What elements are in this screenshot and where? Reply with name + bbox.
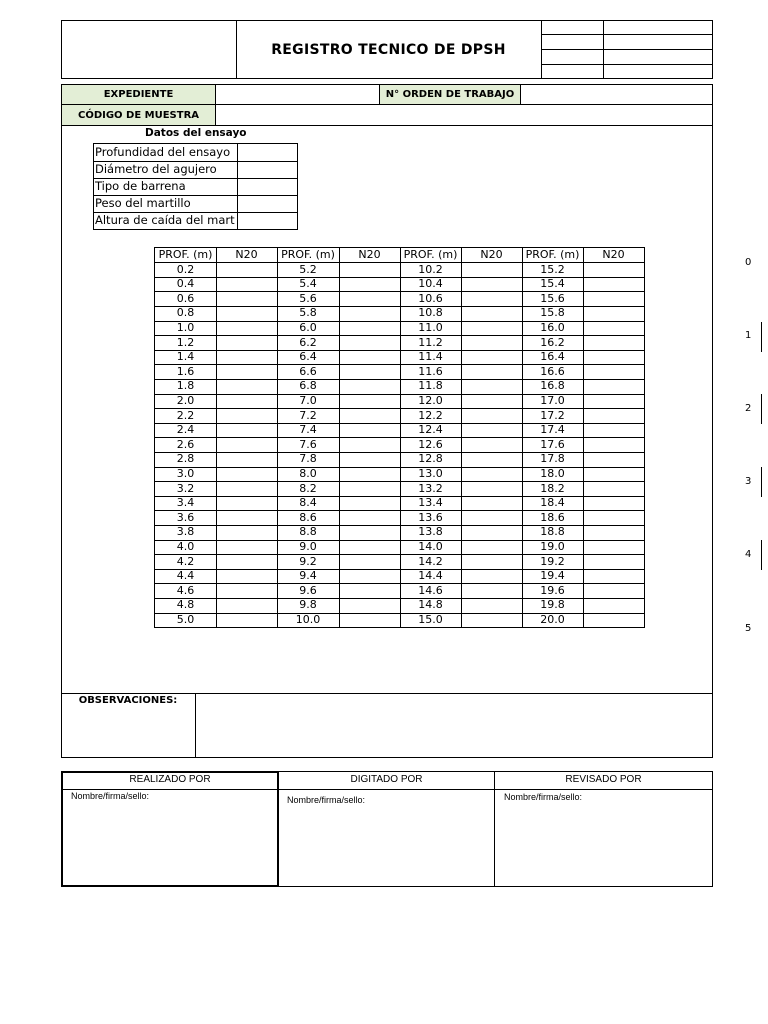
depth-cell: 14.8 (418, 598, 443, 612)
n20-input-cell[interactable] (339, 277, 400, 292)
table-header-cell: PROF. (m) (158, 248, 213, 261)
depth-cell: 4.4 (176, 569, 195, 583)
depth-cell: 6.4 (299, 350, 317, 364)
ensayo-field-label: Altura de caída del mart (95, 213, 235, 227)
depth-cell: 8.8 (299, 525, 317, 539)
n20-input-cell[interactable] (339, 540, 400, 555)
ensayo-field-label: Peso del martillo (95, 196, 191, 210)
n20-input-cell[interactable] (461, 306, 522, 321)
depth-cell: 13.8 (418, 525, 443, 539)
n20-input-cell[interactable] (216, 540, 277, 555)
depth-cell: 0.4 (176, 277, 195, 291)
depth-cell: 18.6 (540, 510, 565, 524)
expediente-field[interactable] (215, 84, 380, 105)
depth-cell: 11.6 (418, 364, 443, 378)
table-row (155, 336, 644, 351)
n20-input-cell[interactable] (583, 394, 644, 409)
n20-input-cell[interactable] (339, 423, 400, 438)
table-row (155, 409, 644, 424)
table-header-cell: PROF. (m) (281, 248, 335, 261)
depth-cell: 4.8 (176, 598, 195, 612)
n20-input-cell[interactable] (339, 467, 400, 482)
n20-input-cell[interactable] (461, 467, 522, 482)
n20-input-cell[interactable] (216, 306, 277, 321)
ensayo-field-label: Diámetro del agujero (95, 162, 217, 176)
table-row (155, 525, 644, 540)
n20-input-cell[interactable] (461, 482, 522, 497)
depth-cell: 19.8 (540, 598, 565, 612)
n20-input-cell[interactable] (583, 452, 644, 467)
depth-cell: 18.0 (540, 467, 565, 480)
n20-input-cell[interactable] (461, 409, 522, 424)
n20-input-cell[interactable] (216, 365, 277, 380)
depth-cell: 14.4 (418, 569, 443, 583)
depth-cell: 12.6 (418, 437, 443, 451)
n20-input-cell[interactable] (216, 525, 277, 540)
depth-cell: 10.8 (418, 306, 443, 320)
depth-cell: 8.4 (299, 496, 317, 510)
n20-input-cell[interactable] (583, 409, 644, 424)
realizado-firma-label: Nombre/firma/sello: (71, 791, 150, 801)
depth-cell: 2.6 (176, 437, 195, 451)
table-row (155, 569, 644, 584)
depth-cell: 17.6 (540, 437, 565, 451)
depth-cell: 6.6 (299, 364, 317, 378)
n20-input-cell[interactable] (339, 613, 400, 628)
depth-cell: 0.2 (176, 262, 195, 276)
table-row (155, 438, 644, 453)
n20-input-cell[interactable] (583, 292, 644, 307)
n20-input-cell[interactable] (216, 350, 277, 365)
n20-input-cell[interactable] (339, 438, 400, 453)
depth-cell: 15.8 (540, 306, 565, 320)
depth-cell: 17.0 (540, 394, 565, 407)
n20-input-cell[interactable] (583, 613, 644, 628)
observaciones-field[interactable] (196, 694, 712, 757)
codigo-muestra-label: CÓDIGO DE MUESTRA (61, 104, 216, 126)
depth-cell: 4.2 (176, 554, 195, 568)
table-row (155, 467, 644, 482)
depth-cell: 7.8 (299, 452, 317, 466)
depth-cell: 7.0 (299, 394, 317, 407)
n20-input-cell[interactable] (339, 598, 400, 613)
n20-input-cell[interactable] (583, 263, 644, 278)
depth-cell: 0.6 (176, 291, 195, 305)
depth-cell: 5.6 (299, 291, 317, 305)
orden-trabajo-label: N° ORDEN DE TRABAJO (379, 84, 521, 105)
table-row (155, 277, 644, 292)
n20-input-cell[interactable] (216, 452, 277, 467)
header-meta-row-line (541, 34, 713, 35)
depth-cell: 15.6 (540, 291, 565, 305)
ruler-label: 5 (745, 623, 752, 634)
n20-input-cell[interactable] (583, 467, 644, 482)
n20-input-cell[interactable] (461, 584, 522, 599)
depth-cell: 18.2 (540, 481, 565, 495)
observaciones-label: OBSERVACIONES: (78, 695, 178, 706)
depth-cell: 2.4 (176, 423, 195, 437)
n20-input-cell[interactable] (216, 613, 277, 628)
ruler-label: 4 (745, 549, 752, 560)
n20-input-cell[interactable] (461, 263, 522, 278)
n20-input-cell[interactable] (583, 482, 644, 497)
table-row (155, 306, 644, 321)
n20-input-cell[interactable] (461, 452, 522, 467)
depth-cell: 1.8 (176, 379, 195, 393)
ensayo-field-label: Profundidad del ensayo (95, 145, 231, 159)
table-header-cell: N20 (602, 248, 625, 261)
ruler-label: 3 (745, 476, 752, 487)
n20-input-cell[interactable] (339, 379, 400, 394)
depth-cell: 1.6 (176, 364, 195, 378)
depth-cell: 9.8 (299, 598, 317, 612)
n20-input-cell[interactable] (461, 336, 522, 351)
n20-input-cell[interactable] (216, 409, 277, 424)
n20-input-cell[interactable] (339, 292, 400, 307)
table-row (155, 292, 644, 307)
n20-input-cell[interactable] (461, 598, 522, 613)
header-meta-row-line (541, 49, 713, 50)
table-row (155, 350, 644, 365)
depth-cell: 19.4 (540, 569, 565, 583)
depth-cell: 9.4 (299, 569, 317, 583)
ruler-mark (761, 394, 762, 424)
table-row (155, 423, 644, 438)
depth-cell: 2.0 (176, 394, 195, 407)
depth-cell: 12.2 (418, 408, 443, 422)
depth-cell: 11.0 (418, 321, 443, 334)
n20-input-cell[interactable] (461, 394, 522, 409)
depth-cell: 15.4 (540, 277, 565, 291)
n20-input-cell[interactable] (339, 321, 400, 336)
table-row (155, 365, 644, 380)
dpsh-table (154, 247, 645, 628)
table-row (155, 613, 644, 628)
n20-input-cell[interactable] (583, 277, 644, 292)
n20-input-cell[interactable] (339, 350, 400, 365)
digitado-firma-label: Nombre/firma/sello: (287, 795, 366, 805)
n20-input-cell[interactable] (583, 525, 644, 540)
n20-input-cell[interactable] (461, 496, 522, 511)
n20-input-cell[interactable] (461, 511, 522, 526)
depth-cell: 4.0 (176, 540, 195, 553)
n20-input-cell[interactable] (216, 569, 277, 584)
n20-input-cell[interactable] (461, 365, 522, 380)
n20-input-cell[interactable] (339, 482, 400, 497)
depth-cell: 2.8 (176, 452, 195, 466)
depth-cell: 14.6 (418, 583, 443, 597)
n20-input-cell[interactable] (216, 467, 277, 482)
n20-input-cell[interactable] (216, 482, 277, 497)
depth-cell: 19.6 (540, 583, 565, 597)
depth-cell: 18.4 (540, 496, 565, 510)
depth-cell: 3.4 (176, 496, 195, 510)
depth-cell: 16.8 (540, 379, 565, 393)
depth-cell: 20.0 (540, 613, 565, 626)
n20-input-cell[interactable] (216, 584, 277, 599)
ensayo-field-label: Tipo de barrena (95, 179, 186, 193)
depth-cell: 17.2 (540, 408, 565, 422)
n20-input-cell[interactable] (461, 379, 522, 394)
n20-input-cell[interactable] (339, 525, 400, 540)
depth-cell: 2.2 (176, 408, 195, 422)
n20-input-cell[interactable] (216, 423, 277, 438)
n20-input-cell[interactable] (461, 292, 522, 307)
n20-input-cell[interactable] (216, 277, 277, 292)
table-row (155, 394, 644, 409)
table-header-cell: N20 (358, 248, 381, 261)
ensayo-title: Datos del ensayo (145, 127, 247, 139)
depth-cell: 11.8 (418, 379, 443, 393)
n20-input-cell[interactable] (461, 321, 522, 336)
table-row (155, 511, 644, 526)
n20-input-cell[interactable] (216, 394, 277, 409)
ruler-label: 0 (745, 257, 752, 268)
n20-input-cell[interactable] (216, 321, 277, 336)
depth-cell: 6.8 (299, 379, 317, 393)
n20-input-cell[interactable] (216, 336, 277, 351)
n20-input-cell[interactable] (461, 438, 522, 453)
realizado-por-header: REALIZADO POR (129, 774, 211, 785)
table-header-cell: PROF. (m) (525, 248, 580, 261)
depth-cell: 3.2 (176, 481, 195, 495)
depth-cell: 10.6 (418, 291, 443, 305)
table-body (155, 248, 644, 627)
n20-input-cell[interactable] (339, 394, 400, 409)
depth-cell: 14.2 (418, 554, 443, 568)
depth-cell: 8.6 (299, 510, 317, 524)
n20-input-cell[interactable] (583, 540, 644, 555)
n20-input-cell[interactable] (461, 525, 522, 540)
depth-cell: 9.2 (299, 554, 317, 568)
n20-input-cell[interactable] (583, 321, 644, 336)
depth-cell: 1.4 (176, 350, 195, 364)
depth-cell: 5.2 (299, 262, 317, 276)
depth-cell: 3.8 (176, 525, 195, 539)
signature-header-line (61, 789, 713, 790)
depth-cell: 15.0 (418, 613, 443, 626)
depth-cell: 10.0 (295, 613, 321, 626)
depth-cell: 3.6 (176, 510, 195, 524)
depth-cell: 18.8 (540, 525, 565, 539)
depth-cell: 10.2 (418, 262, 443, 276)
depth-cell: 5.8 (299, 306, 317, 320)
digitado-por-header: DIGITADO POR (350, 774, 423, 785)
n20-input-cell[interactable] (583, 423, 644, 438)
n20-input-cell[interactable] (339, 365, 400, 380)
depth-cell: 11.4 (418, 350, 443, 364)
table-row (155, 482, 644, 497)
n20-input-cell[interactable] (461, 555, 522, 570)
depth-cell: 7.6 (299, 437, 317, 451)
n20-input-cell[interactable] (216, 496, 277, 511)
depth-cell: 6.0 (299, 321, 317, 334)
n20-input-cell[interactable] (339, 452, 400, 467)
depth-cell: 11.2 (418, 335, 443, 349)
depth-cell: 5.4 (299, 277, 317, 291)
page-title: REGISTRO TECNICO DE DPSH (271, 41, 506, 58)
n20-input-cell[interactable] (583, 438, 644, 453)
n20-input-cell[interactable] (339, 306, 400, 321)
ensayo-divider (237, 144, 238, 229)
codigo-muestra-field[interactable] (215, 104, 713, 126)
table-header-cell: N20 (480, 248, 503, 261)
table-header-row (155, 248, 644, 263)
n20-input-cell[interactable] (461, 569, 522, 584)
n20-input-cell[interactable] (216, 292, 277, 307)
depth-cell: 9.6 (299, 583, 317, 597)
n20-input-cell[interactable] (461, 613, 522, 628)
ruler-mark (761, 540, 762, 570)
depth-cell: 6.2 (299, 335, 317, 349)
depth-cell: 1.2 (176, 335, 195, 349)
revisado-firma-label: Nombre/firma/sello: (504, 792, 583, 802)
n20-input-cell[interactable] (583, 569, 644, 584)
n20-input-cell[interactable] (339, 555, 400, 570)
depth-cell: 15.2 (540, 262, 565, 276)
ruler-mark (761, 467, 762, 497)
table-row (155, 496, 644, 511)
table-row (155, 540, 644, 555)
expediente-label: EXPEDIENTE (61, 84, 216, 105)
n20-input-cell[interactable] (583, 379, 644, 394)
table-row (155, 263, 644, 278)
n20-input-cell[interactable] (339, 409, 400, 424)
depth-cell: 13.4 (418, 496, 443, 510)
depth-cell: 16.0 (540, 321, 565, 334)
depth-cell: 12.8 (418, 452, 443, 466)
depth-cell: 16.2 (540, 335, 565, 349)
n20-input-cell[interactable] (339, 511, 400, 526)
depth-cell: 12.0 (418, 394, 443, 407)
depth-cell: 16.6 (540, 364, 565, 378)
table-row (155, 555, 644, 570)
depth-cell: 8.2 (299, 481, 317, 495)
ruler-label: 1 (745, 330, 752, 341)
n20-input-cell[interactable] (216, 379, 277, 394)
depth-cell: 7.4 (299, 423, 317, 437)
depth-cell: 10.4 (418, 277, 443, 291)
n20-input-cell[interactable] (216, 555, 277, 570)
depth-cell: 8.0 (299, 467, 317, 480)
depth-cell: 13.6 (418, 510, 443, 524)
depth-cell: 16.4 (540, 350, 565, 364)
n20-input-cell[interactable] (461, 277, 522, 292)
depth-cell: 13.2 (418, 481, 443, 495)
depth-cell: 14.0 (418, 540, 443, 553)
n20-input-cell[interactable] (339, 263, 400, 278)
ensayo-table (93, 143, 298, 230)
depth-cell: 4.6 (176, 583, 195, 597)
ruler-mark (761, 322, 762, 352)
n20-input-cell[interactable] (339, 336, 400, 351)
n20-input-cell[interactable] (461, 350, 522, 365)
n20-input-cell[interactable] (583, 598, 644, 613)
depth-cell: 5.0 (176, 613, 195, 626)
depth-cell: 12.4 (418, 423, 443, 437)
depth-cell: 19.2 (540, 554, 565, 568)
depth-cell: 0.8 (176, 306, 195, 320)
depth-cell: 17.8 (540, 452, 565, 466)
orden-trabajo-field[interactable] (520, 84, 713, 105)
n20-input-cell[interactable] (583, 584, 644, 599)
n20-input-cell[interactable] (339, 569, 400, 584)
ruler-label: 2 (745, 403, 752, 414)
depth-cell: 17.4 (540, 423, 565, 437)
depth-cell: 3.0 (176, 467, 195, 480)
table-header-cell: PROF. (m) (403, 248, 458, 261)
n20-input-cell[interactable] (583, 365, 644, 380)
n20-input-cell[interactable] (216, 438, 277, 453)
table-row (155, 379, 644, 394)
table-row (155, 598, 644, 613)
depth-cell: 9.0 (299, 540, 317, 553)
depth-cell: 1.0 (176, 321, 195, 334)
revisado-por-header: REVISADO POR (565, 774, 642, 785)
n20-input-cell[interactable] (461, 540, 522, 555)
table-row (155, 452, 644, 467)
n20-input-cell[interactable] (583, 336, 644, 351)
n20-input-cell[interactable] (216, 263, 277, 278)
n20-input-cell[interactable] (583, 350, 644, 365)
n20-input-cell[interactable] (339, 584, 400, 599)
depth-cell: 7.2 (299, 408, 317, 422)
depth-cell: 13.0 (418, 467, 443, 480)
table-row (155, 321, 644, 336)
n20-input-cell[interactable] (583, 555, 644, 570)
header-meta-row-line (541, 64, 713, 65)
n20-input-cell[interactable] (583, 306, 644, 321)
table-header-cell: N20 (235, 248, 258, 261)
n20-input-cell[interactable] (583, 496, 644, 511)
n20-input-cell[interactable] (216, 598, 277, 613)
n20-input-cell[interactable] (583, 511, 644, 526)
depth-cell: 19.0 (540, 540, 565, 553)
n20-input-cell[interactable] (216, 511, 277, 526)
n20-input-cell[interactable] (461, 423, 522, 438)
n20-input-cell[interactable] (339, 496, 400, 511)
table-row (155, 584, 644, 599)
